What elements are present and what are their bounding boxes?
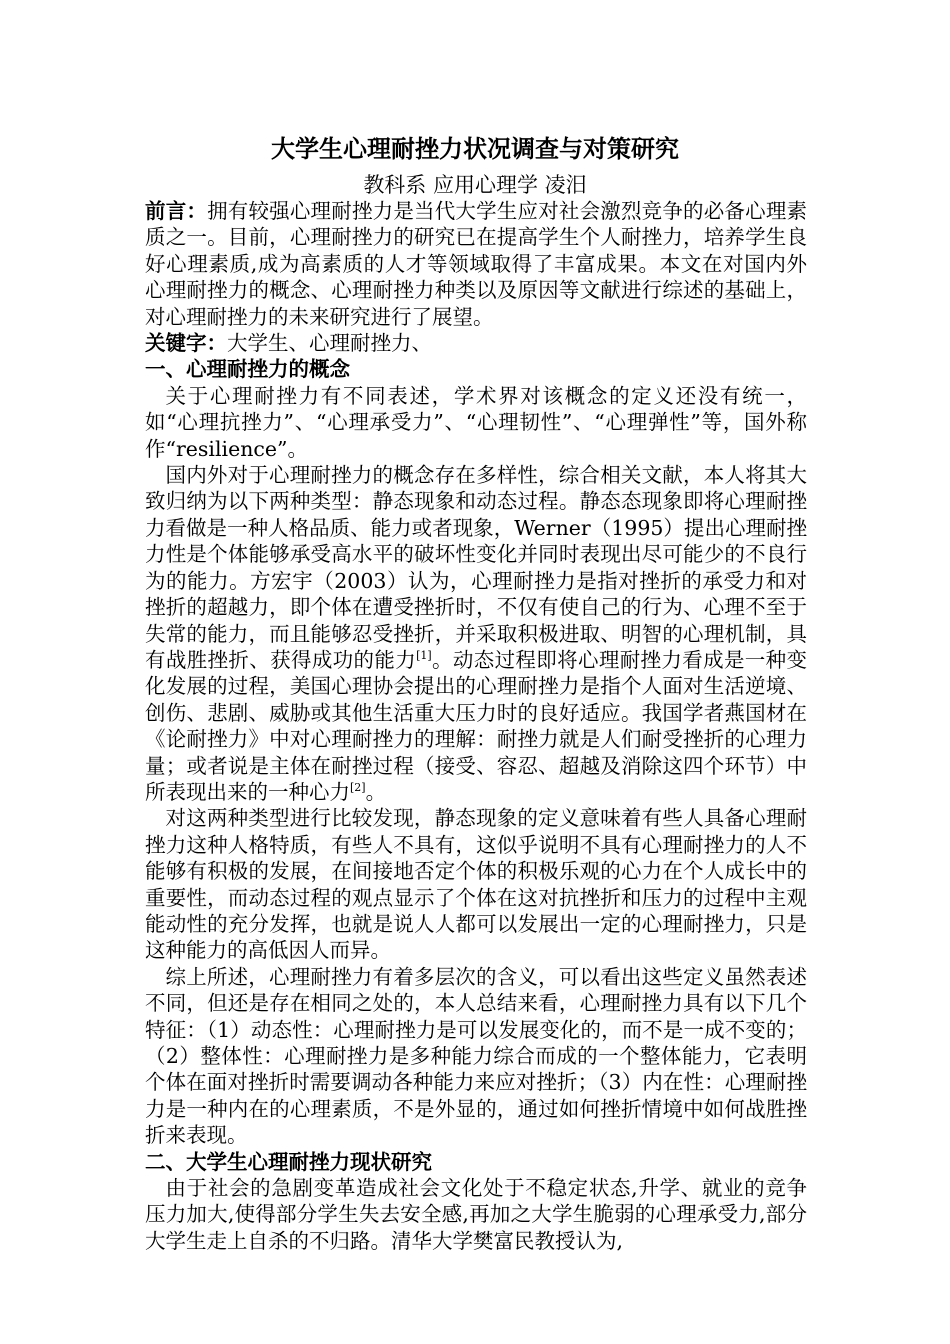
section2-paragraph-1: 由于社会的急剧变革造成社会文化处于不稳定状态,升学、就业的竞争压力加大,使得部分学生失去安全感,再加之大学生脆弱的心理承受力,部分大学生走上自杀的不归路。清华大学樊富民教授认为,: [145, 1176, 807, 1253]
keywords-label: 关键字：: [145, 331, 227, 356]
citation-ref-1: [1]: [416, 648, 432, 662]
section1-paragraph-4: 综上所述，心理耐挫力有着多层次的含义，可以看出这些定义虽然表述不同，但还是存在相同之处的，本人总结来看，心理耐挫力具有以下几个特征：（1）动态性：心理耐挫力是可以发展变化的，而不是一成不变的；（2）整体性：心理耐挫力是多种能力综合而成的一个整体能力，它表明个体在面对挫折时需要调动各种能力来应对挫折；（3）内在性：心理耐挫力是一种内在的心理素质，不是外显的，通过如何挫折情境中如何战胜挫折来表现。: [145, 964, 807, 1148]
keywords-text: 大学生、心理耐挫力、: [227, 331, 432, 356]
citation-ref-2: [2]: [350, 780, 366, 794]
document-title: 大学生心理耐挫力状况调查与对策研究: [271, 135, 679, 163]
section-heading-2: 二、大学生心理耐挫力现状研究: [145, 1149, 432, 1174]
section1-paragraph-3: 对这两种类型进行比较发现，静态现象的定义意味着有些人具备心理耐挫力这种人格特质，有些人不具有，这似乎说明不具有心理耐挫力的人不能够有积极的发展，在间接地否定个体的积极乐观的心力在个人成长中的重要性，而动态过程的观点显示了个体在这对抗挫折和压力的过程中主观能动性的充分发挥，也就是说人人都可以发展出一定的心理耐挫力，只是这种能力的高低因人而异。: [145, 806, 807, 963]
preface-label: 前言：: [145, 199, 208, 223]
section1-paragraph-2-part-b: 。动态过程即将心理耐挫力看成是一种变化发展的过程，美国心理协会提出的心理耐挫力是指个人面对生活逆境、创伤、悲剧、威胁或其他生活重大压力时的良好适应。我国学者燕国材在《论耐挫力》中对心理耐挫力的理解：耐挫力就是人们耐受挫折的心理力量；或者说是主体在耐挫过程（接受、容忍、超越及消除这四个环节）中所表现出来的一种心力: [145, 647, 808, 804]
keywords-line: [145, 330, 807, 356]
preface-paragraph: [145, 198, 807, 330]
section1-paragraph-1: 关于心理耐挫力有不同表述，学术界对该概念的定义还没有统一，如“心理抗挫力”、“心理承受力”、“心理韧性”、“心理弹性”等，国外称作“resilience”。: [145, 383, 807, 461]
preface-text: 拥有较强心理耐挫力是当代大学生应对社会激烈竞争的必备心理素质之一。目前，心理耐挫力的研究已在提高学生个人耐挫力，培养学生良好心理素质,成为高素质的人才等领域取得了丰富成果。本文在对国内外心理耐挫力的概念、心理耐挫力种类以及原因等文献进行综述的基础上，对心理耐挫力的未来研究进行了展望。: [145, 199, 808, 329]
author-line: 教科系 应用心理学 凌汨: [363, 173, 587, 197]
section1-paragraph-2: [145, 462, 807, 805]
document-body: [145, 198, 807, 1254]
section1-paragraph-2-part-a: 国内外对于心理耐挫力的概念存在多样性，综合相关文献，本人将其大致归纳为以下两种类型：静态现象和动态过程。静态态现象即将心理耐挫力看做是一种人格品质、能力或者现象，Werner（1995）提出心理耐挫力性是个体能够承受高水平的破坏性变化并同时表现出尽可能少的不良行为的能力。方宏宇（2003）认为，心理耐挫力是指对挫折的承受力和对挫折的超越力，即个体在遭受挫折时，不仅有使自己的行为、心理不至于失常的能力，而且能够忍受挫折，并采取积极进取、明智的心理机制，具有战胜挫折、获得成功的能力: [145, 463, 807, 672]
section1-paragraph-2-part-c: 。: [365, 779, 387, 804]
section-heading-1: 一、心理耐挫力的概念: [145, 357, 350, 382]
